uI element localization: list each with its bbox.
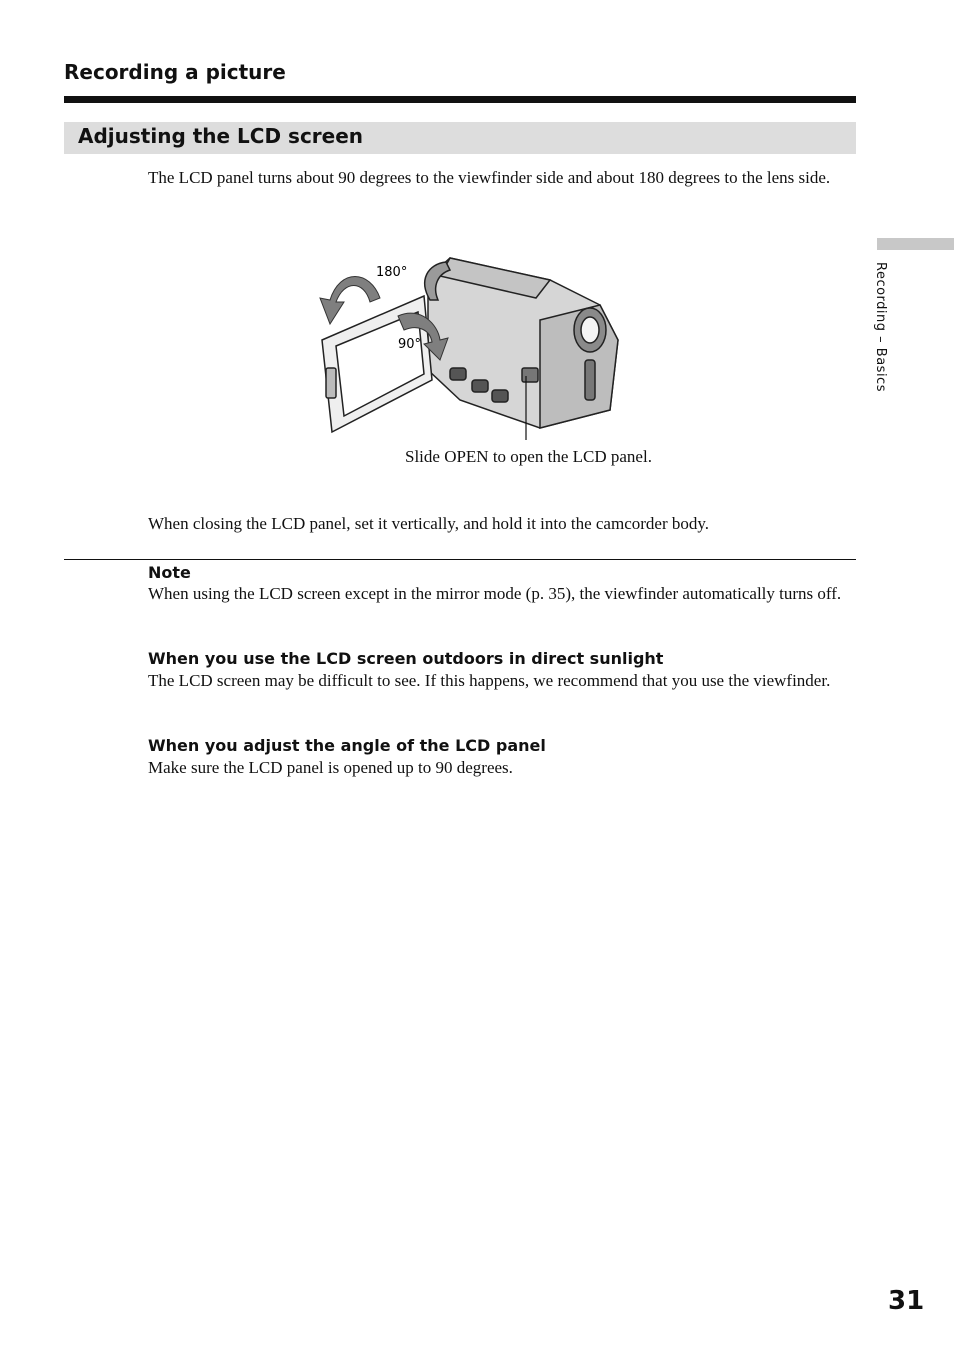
- page-title: Recording a picture: [64, 60, 286, 84]
- angle-text: Make sure the LCD panel is opened up to 90 degrees.: [148, 758, 513, 777]
- sunlight-heading: When you use the LCD screen outdoors in direct sunlight: [148, 649, 664, 668]
- page-number: 31: [888, 1286, 925, 1316]
- note-heading: Note: [148, 563, 191, 582]
- rotation-arrow-180-icon: [320, 277, 380, 325]
- sunlight-text: The LCD screen may be difficult to see. If this happens, we recommend that you use the viewfinder.: [148, 671, 831, 690]
- section-heading: Adjusting the LCD screen: [78, 124, 364, 148]
- angle-heading: When you adjust the angle of the LCD panel: [148, 736, 546, 755]
- sidebar-section-label: Recording – Basics: [873, 262, 888, 392]
- intro-paragraph: The LCD panel turns about 90 degrees to the viewfinder side and about 180 degrees to the lens side.: [148, 168, 831, 187]
- figure-caption: Slide OPEN to open the LCD panel.: [405, 447, 652, 466]
- note-text: When using the LCD screen except in the mirror mode (p. 35), the viewfinder automatically turns off.: [148, 584, 842, 603]
- camcorder-illustration: [300, 240, 640, 440]
- sidebar-tab-marker: [877, 238, 954, 250]
- angle-180-label: 180°: [376, 265, 408, 280]
- title-rule: [64, 96, 856, 103]
- subheading-band: [64, 122, 856, 154]
- camcorder-body: [425, 258, 618, 428]
- angle-90-label: 90°: [398, 337, 422, 352]
- closing-paragraph: When closing the LCD panel, set it vertically, and hold it into the camcorder body.: [148, 514, 709, 533]
- note-divider: [64, 559, 856, 560]
